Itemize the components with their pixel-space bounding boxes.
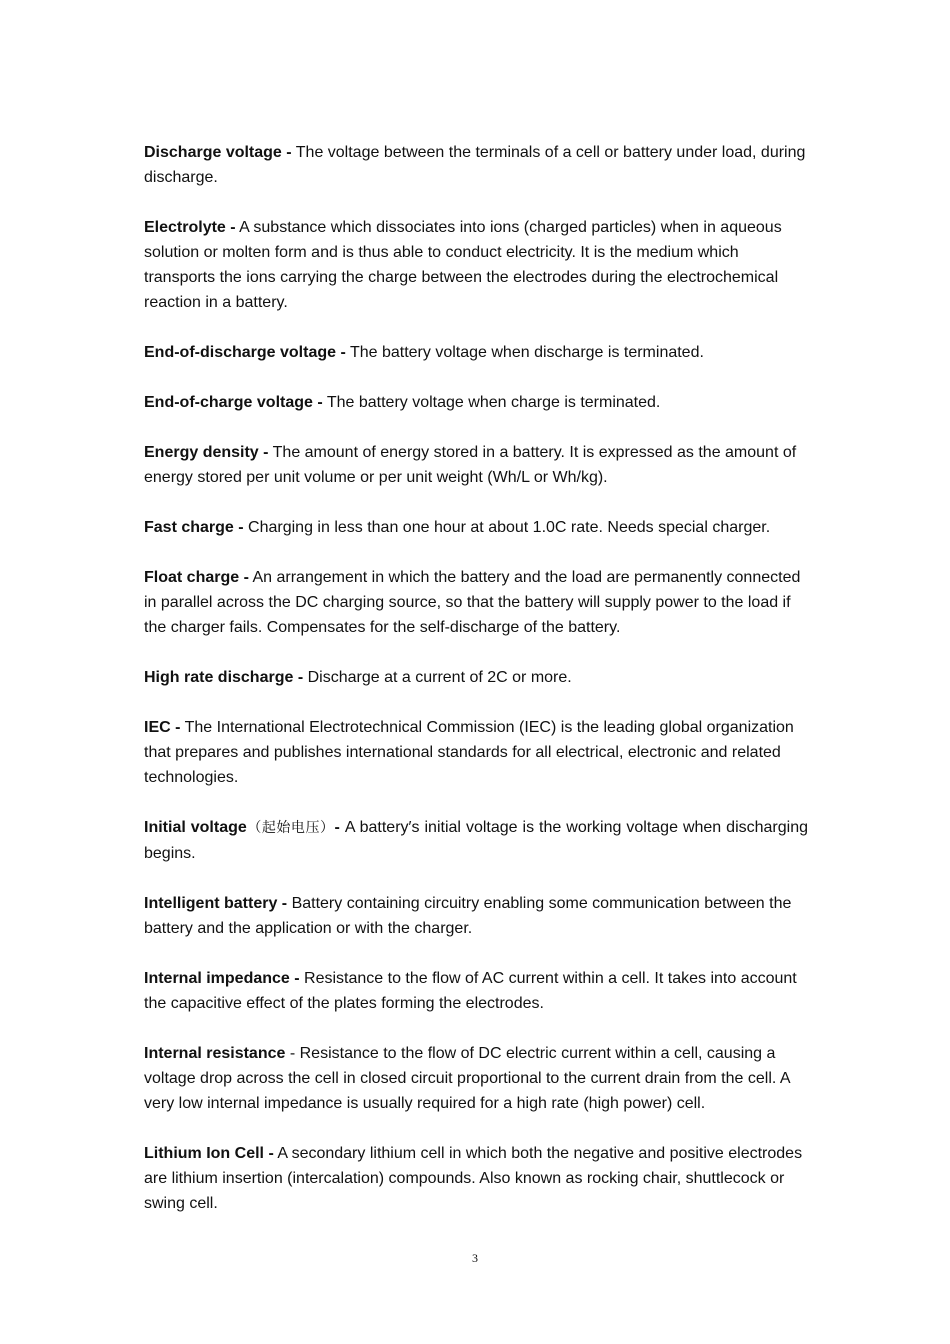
glossary-entry-end-of-charge-voltage xyxy=(144,390,808,415)
glossary-entry-lithium-ion-cell xyxy=(144,1141,808,1216)
glossary-entry-float-charge xyxy=(144,565,808,640)
glossary-term: Initial voltage xyxy=(144,819,247,836)
glossary-entry-end-of-discharge-voltage xyxy=(144,340,808,365)
glossary-term-suffix: - xyxy=(334,819,340,836)
glossary-definition: The battery voltage when discharge is terminated. xyxy=(345,344,704,361)
glossary-page xyxy=(144,140,808,1241)
glossary-definition: An arrangement in which the battery and the load are permanently connected in parallel across the DC charging source, so that the battery will supply power to the load if the charger fails. Compensates for the self-discharge of the battery. xyxy=(144,569,801,636)
glossary-definition: The voltage between the terminals of a cell or battery under load, during discharge. xyxy=(144,144,806,186)
glossary-entry-initial-voltage xyxy=(144,815,808,866)
glossary-term: Internal resistance xyxy=(144,1045,286,1062)
glossary-entry-high-rate-discharge xyxy=(144,665,808,690)
glossary-entry-internal-resistance xyxy=(144,1041,808,1116)
glossary-definition: A battery′s initial voltage is the working voltage when discharging begins. xyxy=(144,819,809,862)
glossary-term: End-of-charge voltage - xyxy=(144,394,323,411)
glossary-definition: Resistance to the flow of AC current within a cell. It takes into account the capacitive effect of the plates forming the electrodes. xyxy=(144,970,797,1012)
glossary-term-chinese: （起始电压） xyxy=(246,820,335,836)
glossary-definition: The International Electrotechnical Commission (IEC) is the leading global organization that prepares and publishes international standards for all electrical, electronic and related technologies. xyxy=(144,719,794,786)
glossary-term: Fast charge - xyxy=(144,519,244,536)
glossary-term: Electrolyte - xyxy=(144,219,236,236)
glossary-definition: The battery voltage when charge is terminated. xyxy=(322,394,661,411)
glossary-definition: Charging in less than one hour at about 1.0C rate. Needs special charger. xyxy=(243,519,771,536)
glossary-term: High rate discharge - xyxy=(144,669,304,686)
glossary-term: Energy density - xyxy=(144,444,269,461)
glossary-term: Float charge - xyxy=(144,569,249,586)
glossary-term: IEC - xyxy=(144,719,181,736)
glossary-definition: Discharge at a current of 2C or more. xyxy=(303,669,572,686)
glossary-term: Internal impedance - xyxy=(144,970,300,987)
glossary-entry-intelligent-battery xyxy=(144,891,808,941)
glossary-term: End-of-discharge voltage - xyxy=(144,344,346,361)
glossary-definition: The amount of energy stored in a battery. It is expressed as the amount of energy stored per unit volume or per unit weight (Wh/L or Wh/kg). xyxy=(144,444,797,486)
glossary-term: Intelligent battery - xyxy=(144,895,288,912)
glossary-definition: A substance which dissociates into ions (charged particles) when in aqueous solution or molten form and is thus able to conduct electricity. It is the medium which transports the ions carrying the charge between the electrodes during the electrochemical reaction in a battery. xyxy=(144,219,782,311)
glossary-entry-energy-density xyxy=(144,440,808,490)
glossary-entry-fast-charge xyxy=(144,515,808,540)
glossary-entry-internal-impedance xyxy=(144,966,808,1016)
glossary-term: Lithium Ion Cell - xyxy=(144,1145,274,1162)
page-number: 3 xyxy=(472,1251,478,1265)
glossary-definition: - Resistance to the flow of DC electric current within a cell, causing a voltage drop across the cell in closed circuit proportional to the current drain from the cell. A very low internal impedance is usually required for a high rate (high power) cell. xyxy=(144,1045,790,1112)
glossary-definition: Battery containing circuitry enabling some communication between the battery and the application or with the charger. xyxy=(144,895,792,937)
glossary-term: Discharge voltage - xyxy=(144,144,292,161)
glossary-entry-iec xyxy=(144,715,808,790)
glossary-definition: A secondary lithium cell in which both the negative and positive electrodes are lithium insertion (intercalation) compounds. Also known as rocking chair, shuttlecock or swing cell. xyxy=(144,1145,803,1212)
glossary-entry-discharge-voltage xyxy=(144,140,808,190)
glossary-entry-electrolyte xyxy=(144,215,808,315)
